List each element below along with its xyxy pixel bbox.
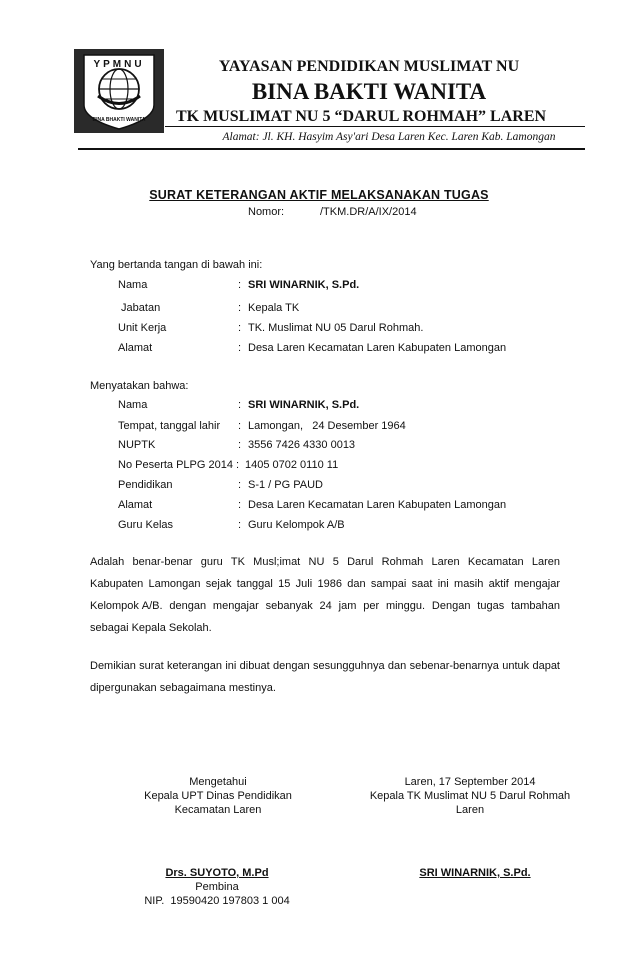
signer-label: Unit Kerja	[118, 322, 167, 334]
signer-value: SRI WINARNIK, S.Pd.	[248, 279, 360, 291]
right-sign-line1: Laren, 17 September 2014	[404, 776, 536, 788]
left-signer-nip: NIP. 19590420 197803 1 004	[144, 895, 290, 907]
colon: :	[238, 519, 242, 531]
right-signature-block	[350, 775, 590, 817]
signer-label: Jabatan	[118, 302, 161, 314]
colon: :	[238, 399, 242, 411]
school-name: TK MUSLIMAT NU 5 “DARUL ROHMAH” LAREN	[175, 108, 547, 125]
header-rule	[165, 126, 585, 127]
letter-title	[0, 188, 638, 202]
colon: :	[238, 342, 242, 354]
signer-value: Kepala TK	[248, 302, 300, 314]
signer-label: Nama	[118, 279, 148, 291]
right-signer-details	[380, 866, 570, 880]
logo-bottom-text: BINA BHAKTI WANITA	[92, 117, 146, 123]
right-sign-line3: Laren	[455, 804, 485, 816]
school-address: Alamat: Jl. KH. Hasyim Asy'ari Desa Laren Kec. Laren Kab. Lamongan	[222, 131, 556, 143]
institution-name: BINA BAKTI WANITA	[251, 79, 487, 104]
header-divider	[78, 148, 585, 150]
body-paragraph: Adalah benar-benar guru TK Musl;imat NU 5 Darul Rohmah Laren Kecamatan Laren Kabupaten Lamongan sejak tanggal 15 Juli 1986 dan sampai saat ini masih aktif mengajar Kelompok A/B. dengan mengajar sebanyak 24 jam per minggu. Dengan tugas tambahan sebagai Kepala Sekolah.	[90, 556, 564, 634]
right-signer-name: SRI WINARNIK, S.Pd.	[419, 867, 531, 879]
colon: :	[238, 279, 242, 291]
subject-label: Alamat	[118, 499, 153, 511]
colon: :	[238, 302, 242, 314]
signer-label: Alamat	[118, 342, 153, 354]
letter-number-label: Nomor:	[248, 206, 285, 218]
intro-text: Yang bertanda tangan di bawah ini:	[90, 259, 263, 271]
subject-value: Lamongan, 24 Desember 1964	[248, 420, 406, 432]
colon: :	[238, 439, 242, 451]
subject-value: Guru Kelompok A/B	[248, 519, 345, 531]
colon: :	[236, 459, 240, 471]
foundation-name: YAYASAN PENDIDIKAN MUSLIMAT NU	[218, 58, 520, 75]
closing-paragraph: Demikian surat keterangan ini dibuat dengan sesungguhnya dan sebenar-benarnya untuk dapat dipergunakan sebagaimana mestinya.	[90, 660, 560, 694]
statement-text: Menyatakan bahwa:	[90, 380, 189, 392]
letter-title-text: SURAT KETERANGAN AKTIF MELAKSANAKAN TUGAS	[149, 188, 489, 202]
left-sign-line2: Kepala UPT Dinas Pendidikan	[144, 790, 292, 802]
left-sign-line1: Mengetahui	[189, 776, 247, 788]
subject-value: 3556 7426 4330 0013	[248, 439, 356, 451]
left-sign-line3: Kecamatan Laren	[174, 804, 262, 816]
left-signer-name: Drs. SUYOTO, M.Pd	[165, 867, 269, 879]
subject-value: Desa Laren Kecamatan Laren Kabupaten Lamongan	[248, 499, 507, 511]
logo-top-text: YPMNU	[93, 59, 145, 70]
subject-label: Pendidikan	[118, 479, 173, 491]
signer-value: Desa Laren Kecamatan Laren Kabupaten Lamongan	[248, 342, 507, 354]
subject-label: Nama	[118, 399, 148, 411]
left-signature-block	[118, 775, 318, 817]
subject-value: S-1 / PG PAUD	[248, 479, 323, 491]
subject-value: SRI WINARNIK, S.Pd.	[248, 399, 360, 411]
subject-label: Guru Kelas	[118, 519, 174, 531]
subject-label: Tempat, tanggal lahir	[118, 420, 221, 432]
left-signer-rank: Pembina	[195, 881, 239, 893]
signer-value: TK. Muslimat NU 05 Darul Rohmah.	[248, 322, 424, 334]
letter-number-value: /TKM.DR/A/IX/2014	[320, 206, 417, 218]
subject-value: 1405 0702 0110 11	[245, 459, 339, 471]
right-sign-line2: Kepala TK Muslimat NU 5 Darul Rohmah	[369, 790, 571, 802]
colon: :	[238, 499, 242, 511]
colon: :	[238, 479, 242, 491]
left-signer-details	[110, 866, 324, 908]
subject-label: NUPTK	[118, 439, 156, 451]
colon: :	[238, 322, 242, 334]
colon: :	[238, 420, 242, 432]
letter-number	[248, 206, 417, 218]
subject-label: No Peserta PLPG 2014	[118, 459, 233, 471]
